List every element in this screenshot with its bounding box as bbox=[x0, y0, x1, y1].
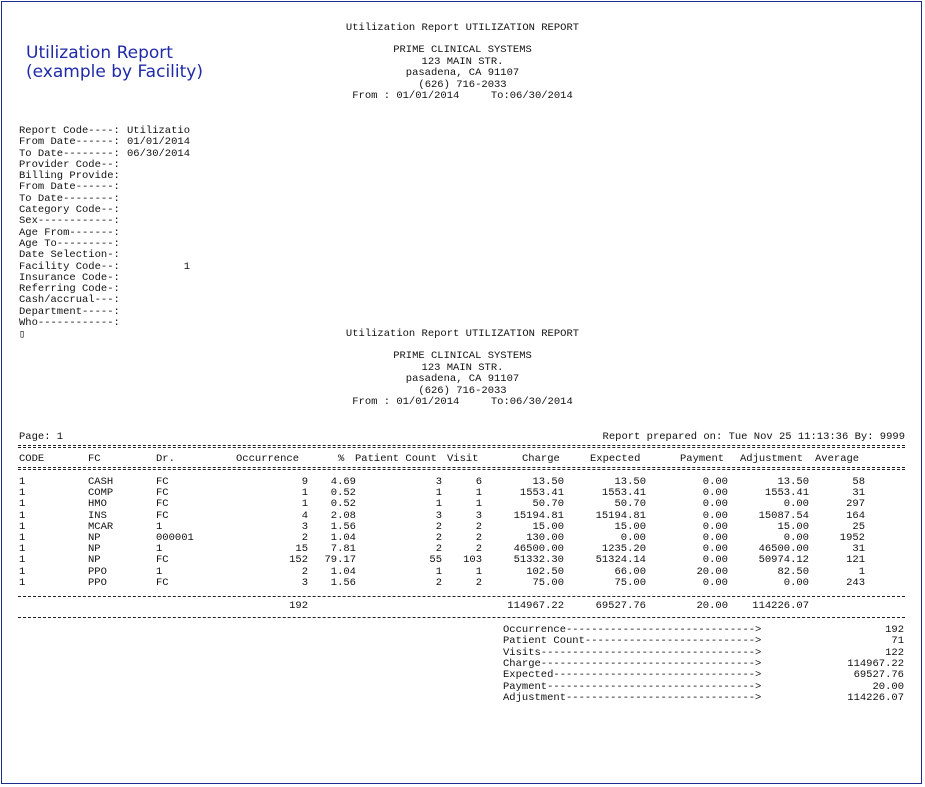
cell-expected: 51324.14 bbox=[595, 554, 646, 567]
cell-pct: 79.17 bbox=[324, 554, 356, 567]
criteria-label: Sex------------: bbox=[19, 215, 120, 228]
criteria-label: Age To---------: bbox=[19, 237, 120, 250]
criteria-label: Provider Code--: bbox=[19, 158, 120, 171]
criteria-label: From Date------: bbox=[19, 181, 120, 194]
cell-average: 31 bbox=[852, 487, 865, 500]
cell-dr: FC bbox=[156, 498, 169, 511]
dashed-rule bbox=[18, 617, 905, 618]
cell-adjustment: 0.00 bbox=[783, 498, 809, 511]
cell-occurrence: 3 bbox=[301, 520, 308, 533]
criteria-label: From Date------: bbox=[19, 136, 120, 149]
criteria-row bbox=[19, 137, 190, 148]
cell-pct: 1.04 bbox=[330, 532, 356, 544]
cell-charge: 102.50 bbox=[526, 565, 564, 578]
cell-code: 1 bbox=[19, 487, 26, 500]
criteria-label: Billing Provide: bbox=[19, 170, 120, 183]
report-title: Utilization Report UTILIZATION REPORT bbox=[345, 328, 580, 340]
cell-pct: 7.81 bbox=[330, 543, 356, 556]
cell-fc: PPO bbox=[88, 576, 107, 589]
company-name: PRIME CLINICAL SYSTEMS bbox=[393, 44, 532, 57]
cell-code: 1 bbox=[19, 509, 26, 522]
report-header-2 bbox=[0, 329, 925, 408]
cell-occurrence: 1 bbox=[301, 487, 308, 500]
cell-pct: 1.56 bbox=[330, 520, 356, 533]
cell-expected: 15194.81 bbox=[595, 509, 646, 522]
cell-adjustment: 13.50 bbox=[777, 476, 809, 488]
col-patient-count: Patient Count bbox=[355, 453, 437, 465]
cell-average: 1 bbox=[858, 565, 865, 578]
cell-patient-count: 2 bbox=[435, 576, 442, 589]
cell-adjustment: 50974.12 bbox=[758, 554, 809, 567]
criteria-label: Referring Code-: bbox=[19, 283, 120, 296]
cell-charge: 13.50 bbox=[532, 476, 564, 488]
report-title: Utilization Report UTILIZATION REPORT bbox=[345, 22, 580, 34]
cell-fc: INS bbox=[88, 509, 107, 522]
cell-pct: 0.52 bbox=[330, 498, 356, 511]
summary-value: 114226.07 bbox=[847, 691, 904, 704]
cell-pct: 1.04 bbox=[330, 565, 356, 578]
criteria-label: To Date--------: bbox=[19, 192, 120, 205]
criteria-label: Date Selection-: bbox=[19, 249, 120, 262]
cell-charge: 46500.00 bbox=[513, 543, 564, 556]
cell-dr: FC bbox=[156, 554, 169, 567]
criteria-label: To Date--------: bbox=[19, 147, 120, 160]
cell-dr: 000001 bbox=[156, 532, 194, 544]
cell-occurrence: 2 bbox=[301, 532, 308, 544]
criteria-value: 01/01/2014 bbox=[127, 136, 191, 149]
cell-dr: 1 bbox=[156, 543, 163, 556]
col-code: CODE bbox=[19, 453, 45, 465]
criteria-label: Who------------: bbox=[19, 317, 120, 330]
cell-charge: 15194.81 bbox=[513, 509, 564, 522]
cell-fc: NP bbox=[88, 532, 101, 544]
cell-dr: FC bbox=[156, 576, 169, 589]
cell-fc: CASH bbox=[88, 476, 114, 488]
cell-code: 1 bbox=[19, 476, 26, 488]
cell-payment: 0.00 bbox=[702, 509, 728, 522]
cell-charge: 130.00 bbox=[526, 532, 564, 544]
criteria-row bbox=[19, 318, 190, 329]
cell-patient-count: 2 bbox=[435, 532, 442, 544]
cell-occurrence: 15 bbox=[295, 543, 308, 556]
form-feed-glyph: ▯ bbox=[19, 329, 26, 341]
cell-average: 243 bbox=[846, 576, 865, 589]
cell-pct: 0.52 bbox=[330, 487, 356, 500]
cell-adjustment: 15087.54 bbox=[758, 509, 809, 522]
criteria-value: Utilizatio bbox=[127, 125, 191, 137]
criteria-label: Cash/accrual---: bbox=[19, 294, 120, 307]
cell-visit: 2 bbox=[475, 532, 482, 544]
cell-charge: 50.70 bbox=[532, 498, 564, 511]
summary-label: Expected--------------------------------> bbox=[503, 669, 762, 682]
cell-expected: 66.00 bbox=[614, 565, 646, 578]
caption-title: Utilization Report bbox=[26, 43, 173, 63]
cell-visit: 1 bbox=[475, 487, 482, 500]
summary-value: 20.00 bbox=[872, 680, 904, 693]
cell-payment: 0.00 bbox=[702, 532, 728, 544]
company-address: 123 MAIN STR. bbox=[421, 361, 504, 374]
company-city: pasadena, CA 91107 bbox=[405, 67, 520, 80]
cell-charge: 15.00 bbox=[532, 520, 564, 533]
cell-adjustment: 82.50 bbox=[777, 565, 809, 578]
company-phone: (626) 716-2033 bbox=[418, 384, 507, 397]
cell-patient-count: 2 bbox=[435, 543, 442, 556]
cell-charge: 51332.30 bbox=[513, 554, 564, 567]
page-number: Page: 1 bbox=[19, 431, 64, 443]
report-criteria bbox=[19, 126, 190, 329]
cell-patient-count: 1 bbox=[435, 487, 442, 500]
cell-code: 1 bbox=[19, 543, 26, 556]
cell-patient-count: 1 bbox=[435, 565, 442, 578]
company-address: 123 MAIN STR. bbox=[421, 55, 504, 68]
cell-fc: NP bbox=[88, 554, 101, 567]
cell-code: 1 bbox=[19, 565, 26, 578]
cell-dr: FC bbox=[156, 476, 169, 488]
dashed-rule bbox=[18, 596, 905, 597]
cell-average: 164 bbox=[846, 509, 865, 522]
summary-value: 122 bbox=[885, 646, 904, 659]
cell-charge: 1553.41 bbox=[519, 487, 564, 500]
cell-expected: 13.50 bbox=[614, 476, 646, 488]
cell-average: 121 bbox=[846, 554, 865, 567]
cell-patient-count: 1 bbox=[435, 498, 442, 511]
company-phone: (626) 716-2033 bbox=[418, 78, 507, 91]
company-name: PRIME CLINICAL SYSTEMS bbox=[393, 350, 532, 363]
company-city: pasadena, CA 91107 bbox=[405, 373, 520, 386]
date-range: From : 01/01/2014 To:06/30/2014 bbox=[352, 396, 573, 409]
criteria-label: Insurance Code-: bbox=[19, 271, 120, 284]
criteria-label: Age From-------: bbox=[19, 226, 120, 239]
cell-expected: 0.00 bbox=[620, 532, 646, 544]
criteria-row bbox=[19, 250, 190, 261]
cell-expected: 50.70 bbox=[614, 498, 646, 511]
summary-label: Occurrence------------------------------> bbox=[503, 624, 762, 636]
col-occurrence: Occurrence bbox=[236, 453, 300, 465]
cell-visit: 6 bbox=[475, 476, 482, 488]
cell-payment: 0.00 bbox=[702, 576, 728, 589]
cell-patient-count: 3 bbox=[435, 476, 442, 488]
cell-payment: 20.00 bbox=[696, 565, 728, 578]
double-rule bbox=[18, 445, 905, 448]
summary-value: 69527.76 bbox=[853, 669, 904, 682]
cell-patient-count: 3 bbox=[435, 509, 442, 522]
cell-occurrence: 152 bbox=[289, 554, 308, 567]
double-rule bbox=[18, 467, 905, 470]
cell-expected: 1235.20 bbox=[601, 543, 646, 556]
cell-average: 31 bbox=[852, 543, 865, 556]
cell-visit: 103 bbox=[463, 554, 482, 567]
cell-dr: FC bbox=[156, 487, 169, 500]
date-range: From : 01/01/2014 To:06/30/2014 bbox=[352, 90, 573, 103]
cell-average: 297 bbox=[846, 498, 865, 511]
total-charge: 114967.22 bbox=[507, 600, 564, 612]
summary-label: Patient Count---------------------------> bbox=[503, 635, 762, 648]
cell-code: 1 bbox=[19, 520, 26, 533]
cell-pct: 2.08 bbox=[330, 509, 356, 522]
cell-visit: 2 bbox=[475, 576, 482, 589]
criteria-label: Report Code----: bbox=[19, 125, 120, 137]
summary-label: Charge----------------------------------> bbox=[503, 657, 762, 670]
cell-patient-count: 2 bbox=[435, 520, 442, 533]
cell-pct: 4.69 bbox=[330, 476, 356, 488]
report-header-1 bbox=[0, 23, 925, 102]
total-occurrence: 192 bbox=[289, 600, 308, 612]
summary-value: 192 bbox=[885, 624, 904, 636]
cell-expected: 15.00 bbox=[614, 520, 646, 533]
cell-expected: 75.00 bbox=[614, 576, 646, 589]
total-payment: 20.00 bbox=[696, 600, 728, 612]
summary-label: Payment---------------------------------> bbox=[503, 680, 762, 693]
cell-adjustment: 0.00 bbox=[783, 576, 809, 589]
cell-payment: 0.00 bbox=[702, 554, 728, 567]
cell-dr: 1 bbox=[156, 520, 163, 533]
criteria-row bbox=[19, 216, 190, 227]
cell-payment: 0.00 bbox=[702, 487, 728, 500]
cell-expected: 1553.41 bbox=[601, 487, 646, 500]
prepared-on: Report prepared on: Tue Nov 25 11:13:36 By: 9999 bbox=[602, 431, 905, 443]
col-fc: FC bbox=[88, 453, 101, 465]
col-average: Average bbox=[815, 453, 860, 465]
cell-occurrence: 1 bbox=[301, 498, 308, 511]
cell-visit: 1 bbox=[475, 498, 482, 511]
cell-occurrence: 4 bbox=[301, 509, 308, 522]
cell-fc: COMP bbox=[88, 487, 114, 500]
cell-fc: NP bbox=[88, 543, 101, 556]
cell-code: 1 bbox=[19, 576, 26, 589]
cell-visit: 1 bbox=[475, 565, 482, 578]
cell-adjustment: 1553.41 bbox=[764, 487, 809, 500]
col-dr: Dr. bbox=[156, 453, 175, 465]
col-adjustment: Adjustment bbox=[740, 453, 804, 465]
col-visit: Visit bbox=[447, 453, 479, 465]
total-adjustment: 114226.07 bbox=[752, 600, 809, 612]
cell-average: 58 bbox=[852, 476, 865, 488]
cell-pct: 1.56 bbox=[330, 576, 356, 589]
col-expected: Expected bbox=[590, 453, 641, 465]
cell-fc: HMO bbox=[88, 498, 107, 511]
cell-visit: 2 bbox=[475, 520, 482, 533]
cell-code: 1 bbox=[19, 498, 26, 511]
cell-adjustment: 0.00 bbox=[783, 532, 809, 544]
cell-fc: MCAR bbox=[88, 520, 114, 533]
cell-visit: 3 bbox=[475, 509, 482, 522]
cell-adjustment: 15.00 bbox=[777, 520, 809, 533]
cell-code: 1 bbox=[19, 532, 26, 544]
criteria-value: 1 bbox=[127, 260, 191, 273]
total-expected: 69527.76 bbox=[595, 600, 646, 612]
cell-dr: FC bbox=[156, 509, 169, 522]
cell-visit: 2 bbox=[475, 543, 482, 556]
criteria-label: Category Code--: bbox=[19, 204, 120, 217]
criteria-label: Facility Code--: bbox=[19, 260, 120, 273]
cell-payment: 0.00 bbox=[702, 520, 728, 533]
cell-occurrence: 9 bbox=[301, 476, 308, 488]
cell-occurrence: 2 bbox=[301, 565, 308, 578]
cell-dr: 1 bbox=[156, 565, 163, 578]
cell-payment: 0.00 bbox=[702, 498, 728, 511]
caption-subtitle: (example by Facility) bbox=[26, 62, 203, 82]
cell-adjustment: 46500.00 bbox=[758, 543, 809, 556]
cell-average: 25 bbox=[852, 520, 865, 533]
col-payment: Payment bbox=[680, 453, 725, 465]
cell-patient-count: 55 bbox=[429, 554, 442, 567]
criteria-label: Department-----: bbox=[19, 305, 120, 318]
summary-value: 71 bbox=[891, 635, 904, 648]
summary-value: 114967.22 bbox=[847, 657, 904, 670]
summary-label: Adjustment------------------------------> bbox=[503, 691, 762, 704]
cell-occurrence: 3 bbox=[301, 576, 308, 589]
cell-payment: 0.00 bbox=[702, 543, 728, 556]
criteria-value: 06/30/2014 bbox=[127, 147, 191, 160]
col-pct: % bbox=[338, 453, 345, 465]
summary-label: Visits----------------------------------> bbox=[503, 646, 762, 659]
cell-average: 1952 bbox=[839, 532, 865, 544]
col-charge: Charge bbox=[522, 453, 560, 465]
cell-payment: 0.00 bbox=[702, 476, 728, 488]
cell-charge: 75.00 bbox=[532, 576, 564, 589]
cell-fc: PPO bbox=[88, 565, 107, 578]
cell-code: 1 bbox=[19, 554, 26, 567]
